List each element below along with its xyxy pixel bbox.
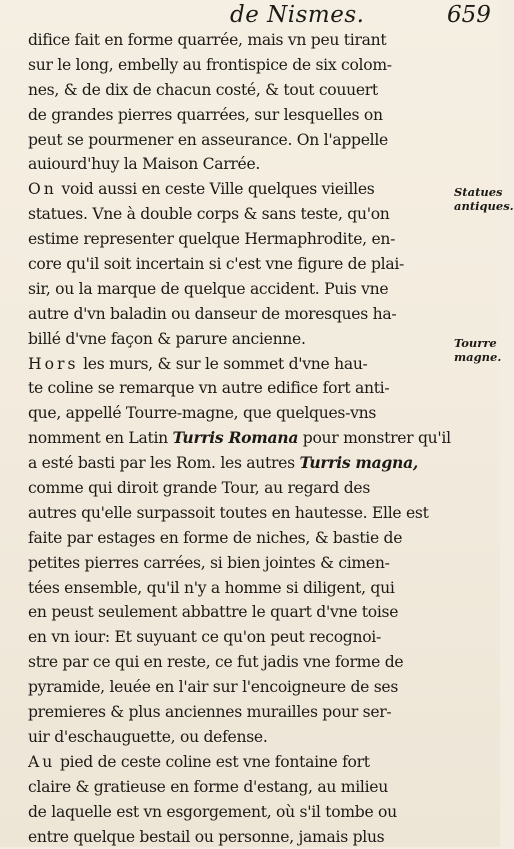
text-segment: te coline se remarque vn autre edifice fort anti- [28, 379, 389, 397]
text-line [28, 725, 448, 750]
text-segment: faite par estages en forme de niches, & bastie de [28, 529, 402, 547]
text-line [28, 327, 448, 352]
text-segment: statues. Vne à double corps & sans teste, qu'on [28, 205, 390, 223]
text-segment: autre d'vn baladin ou danseur de moresques ha- [28, 305, 396, 323]
text-segment: sir, ou la marque de quelque accident. Puis vne [28, 280, 388, 298]
text-segment: petites pierres carrées, si bien jointes & cimen- [28, 554, 390, 572]
text-line [28, 625, 448, 650]
margin-note-statues: Statues antiques. [454, 185, 500, 213]
text-segment: de grandes pierres quarrées, sur lesquelles on [28, 106, 383, 124]
text-segment: nomment en Latin [28, 429, 173, 447]
text-line [28, 401, 448, 426]
text-line [28, 252, 448, 277]
text-segment: peut se pourmener en asseurance. On l'appelle [28, 131, 388, 149]
body-text [28, 28, 448, 849]
text-segment: entre quelque bestail ou personne, jamais plus [28, 828, 384, 846]
text-segment: difice fait en forme quarrée, mais vn peu tirant [28, 31, 386, 49]
text-segment: pied de ceste coline est vne fontaine fort [55, 753, 369, 771]
text-segment: que, appellé Tourre-magne, que quelques-vns [28, 404, 376, 422]
text-line [28, 576, 448, 601]
text-segment: de laquelle est vn esgorgement, où s'il tombe ou [28, 803, 397, 821]
text-line [28, 775, 448, 800]
text-line [28, 227, 448, 252]
text-line [28, 476, 448, 501]
text-line [28, 103, 448, 128]
text-line [28, 675, 448, 700]
text-segment: estime representer quelque Hermaphrodite, en- [28, 230, 395, 248]
paragraph-lead-word: Au [28, 753, 55, 771]
margin-note-tourre-magne: Tourre magne. [454, 336, 500, 364]
text-line [28, 825, 448, 849]
text-line [28, 277, 448, 302]
text-segment: autres qu'elle surpassoit toutes en hautesse. Elle est [28, 504, 429, 522]
text-segment: uir d'eschauguette, ou defense. [28, 728, 268, 746]
paragraph-lead-word: Hors [28, 355, 78, 373]
text-line [28, 152, 448, 177]
text-line [28, 750, 448, 775]
latin-phrase: Turris Romana [173, 428, 299, 447]
text-segment: core qu'il soit incertain si c'est vne figure de plai- [28, 255, 404, 273]
text-segment: tées ensemble, qu'il n'y a homme si diligent, qui [28, 579, 395, 597]
text-segment: sur le long, embelly au frontispice de six colom- [28, 56, 392, 74]
paragraph-lead-word: On [28, 180, 57, 198]
text-segment: en peust seulement abbattre le quart d'vne toise [28, 603, 398, 621]
text-segment: comme qui diroit grande Tour, au regard des [28, 479, 370, 497]
text-line [28, 501, 448, 526]
text-segment: pyramide, leuée en l'air sur l'encoigneure de ses [28, 678, 398, 696]
text-line [28, 128, 448, 153]
text-segment: stre par ce qui en reste, ce fut jadis vne forme de [28, 653, 403, 671]
text-line [28, 551, 448, 576]
running-head: de Nismes. [230, 2, 364, 28]
text-segment: a esté basti par les Rom. les autres [28, 454, 299, 472]
text-line [28, 202, 448, 227]
text-segment: nes, & de dix de chacun costé, & tout couuert [28, 81, 378, 99]
text-line [28, 177, 448, 202]
text-segment: claire & gratieuse en forme d'estang, au milieu [28, 778, 388, 796]
latin-phrase: Turris magna, [299, 453, 418, 472]
text-line [28, 302, 448, 327]
text-line [28, 526, 448, 551]
text-line [28, 800, 448, 825]
text-line [28, 28, 448, 53]
text-line [28, 53, 448, 78]
text-segment: void aussi en ceste Ville quelques vieilles [57, 180, 375, 198]
text-line [28, 426, 448, 451]
text-line [28, 352, 448, 377]
text-line [28, 451, 448, 476]
text-line [28, 78, 448, 103]
text-line [28, 650, 448, 675]
text-line [28, 600, 448, 625]
text-line [28, 700, 448, 725]
text-segment: pour monstrer qu'il [298, 429, 451, 447]
text-segment: auiourd'huy la Maison Carrée. [28, 155, 260, 173]
text-segment: en vn iour: Et suyuant ce qu'on peut recognoi- [28, 628, 381, 646]
text-line [28, 376, 448, 401]
text-segment: les murs, & sur le sommet d'vne hau- [78, 355, 367, 373]
text-segment: premieres & plus anciennes murailles pour ser- [28, 703, 391, 721]
page-number: 659 [447, 2, 491, 28]
text-segment: billé d'vne façon & parure ancienne. [28, 330, 306, 348]
